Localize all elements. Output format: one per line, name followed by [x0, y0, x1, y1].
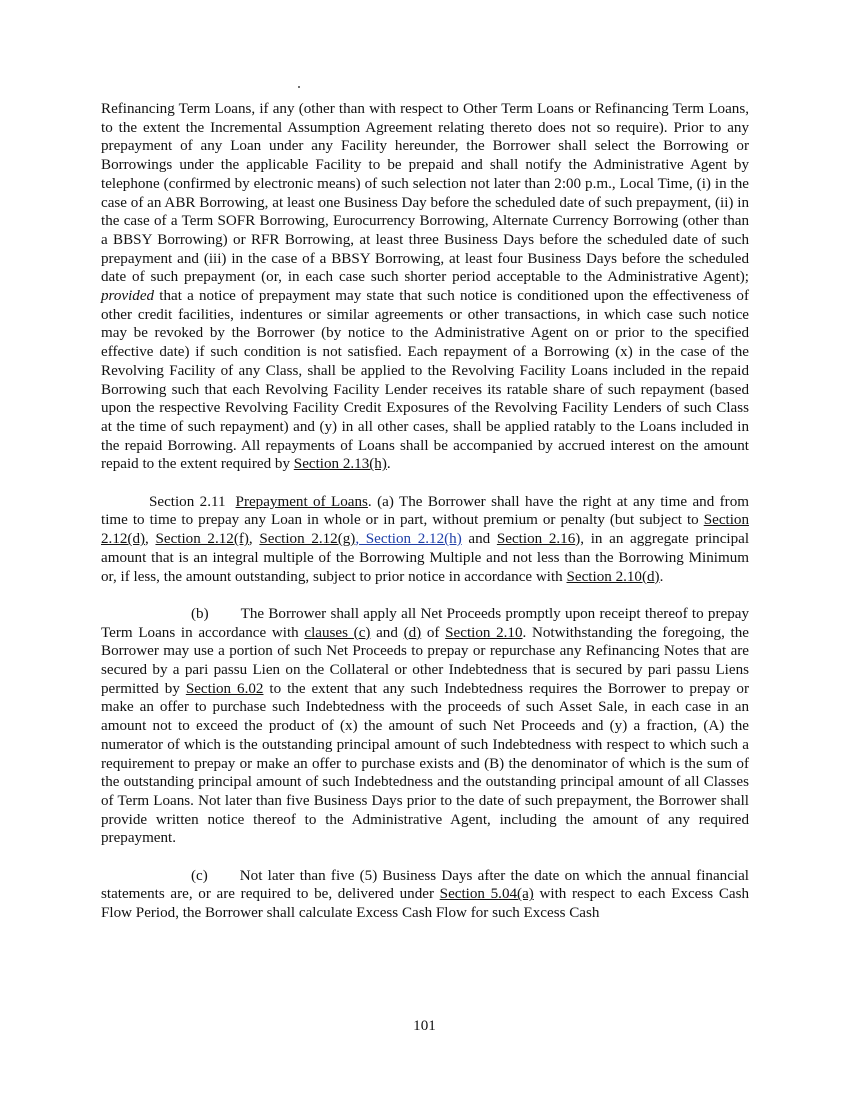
xref-section-6-02[interactable]: Section 6.02 [185, 680, 264, 697]
clause-label-c: (c) [191, 867, 208, 884]
section-number: Section 2.11 [149, 493, 226, 510]
clause-label-b: (b) [191, 605, 209, 622]
xref-section-2-13h[interactable]: Section 2.13(h) [293, 456, 387, 473]
xref-section-2-10d[interactable]: Section 2.10(d) [566, 568, 660, 585]
paragraph-prepayment-notice: Refinancing Term Loans, if any (other than with respect to Other Term Loans or Refinancing Term Loans, to the extent the Incremental Assumption Agreement relating thereto does not so require). Prior to any prepayment of any Loan under any Facility hereunder, the Borrower shall select the Borrowing or Borrowings under the applicable Facility to be prepaid and shall notify the Administrative Agent by telephone (confirmed by electronic means) of such selection not later than 2:00 p.m., Local Time, (i) in the case of an ABR Borrowing, at least one Business Day before the scheduled date of such prepayment, (ii) in the case of a Term SOFR Borrowing, Eurocurrency Borrowing, Alternate Currency Borrowing (other than a BBSY Borrowing) or RFR Borrowing, at least three Business Days before the scheduled date of such prepayment and (iii) in the case of a BBSY Borrowing, at least four Business Days before the scheduled date of such prepayment (or, in each case such shorter period acceptable to the Administrative Agent); provided that a notice of prepayment may state that such notice is conditioned upon the effectiveness of other credit facilities, indentures or similar agreements or other transactions, in which case such notice may be revoked by the Borrower (by notice to the Administrative Agent on or prior to the specified effective date) if such condition is not satisfied. Each repayment of a Borrowing (x) in the case of the Revolving Facility of any Class, shall be applied to the Revolving Facility Loans included in the repaid Borrowing such that each Revolving Facility Lender receives its ratable share of such repayment (based upon the respective Revolving Facility Credit Exposures of the Revolving Facility Lenders of such Class at the time of such repayment) and (y) in all other cases, shall be applied ratably to the Loans included in the repaid Borrowing. All repayments of Loans shall be accompanied by accrued interest on the amount repaid to the extent required by Section 2.13(h). [101, 101, 749, 473]
xref-section-2-12f[interactable]: Section 2.12(f) [155, 531, 249, 548]
page-number: 101 [413, 1018, 436, 1034]
xref-section-2-10[interactable]: Section 2.10 [445, 624, 523, 641]
document-page [101, 100, 749, 923]
xref-clause-c[interactable]: clauses (c) [304, 624, 371, 641]
xref-section-5-04a[interactable]: Section 5.04(a) [439, 886, 534, 903]
xref-section-2-12d[interactable]: Section 2.12(d) [101, 512, 749, 548]
scan-mark [298, 86, 300, 88]
section-2-11-paragraph-a: Section 2.11 Prepayment of Loans. (a) The Borrower shall have the right at any time and from time to time to prepay any Loan in whole or in part, without premium or penalty (but subject to Section 2.12(d), Section 2.12(f), Section 2.12(g), Section 2.12(h) and Section 2.16), in an aggregate principal amount that is an integral multiple of the Borrowing Multiple and not less than the Borrowing Minimum or, if less, the amount outstanding, subject to prior notice in accordance with Section 2.10(d). [101, 493, 750, 585]
section-heading: Prepayment of Loans [235, 493, 368, 510]
xref-section-2-12g[interactable]: Section 2.12(g) [259, 531, 356, 548]
paragraph-c: (c) Not later than five (5) Business Days after the date on which the annual financial statements are, or are required to be, delivered under Section 5.04(a) with respect to each Excess Cash Flow Period, the Borrower shall calculate Excess Cash Flow for such Excess Cash [101, 867, 750, 922]
provided-term: provided [101, 288, 155, 305]
paragraph-b: (b) The Borrower shall apply all Net Proceeds promptly upon receipt thereof to prepay Term Loans in accordance with clauses (c) and (d) of Section 2.10. Notwithstanding the foregoing, the Borrower may use a portion of such Net Proceeds to prepay or repurchase any Refinancing Notes that are secured by a pari passu Lien on the Collateral or other Indebtedness that is secured by pari passu Liens permitted by Section 6.02 to the extent that any such Indebtedness requires the Borrower to prepay or make an offer to purchase such Indebtedness with the proceeds of such Asset Sale, in each case in an amount not to exceed the product of (x) the amount of such Net Proceeds and (y) a fraction, (A) the numerator of which is the outstanding principal amount of such Indebtedness with respect to which such a requirement to prepay or make an offer to purchase exists and (B) the denominator of which is the sum of the outstanding principal amount of such Indebtedness and the outstanding principal amount of all Classes of Term Loans. Not later than five Business Days prior to the date of such prepayment, the Borrower shall provide written notice thereof to the Administrative Agent, including the amount of any required prepayment. [101, 605, 749, 847]
xref-section-2-16[interactable]: Section 2.16 [496, 531, 576, 548]
hyperlink-section-2-12h[interactable]: , Section 2.12(h) [355, 531, 462, 548]
xref-clause-d[interactable]: (d) [403, 624, 422, 641]
